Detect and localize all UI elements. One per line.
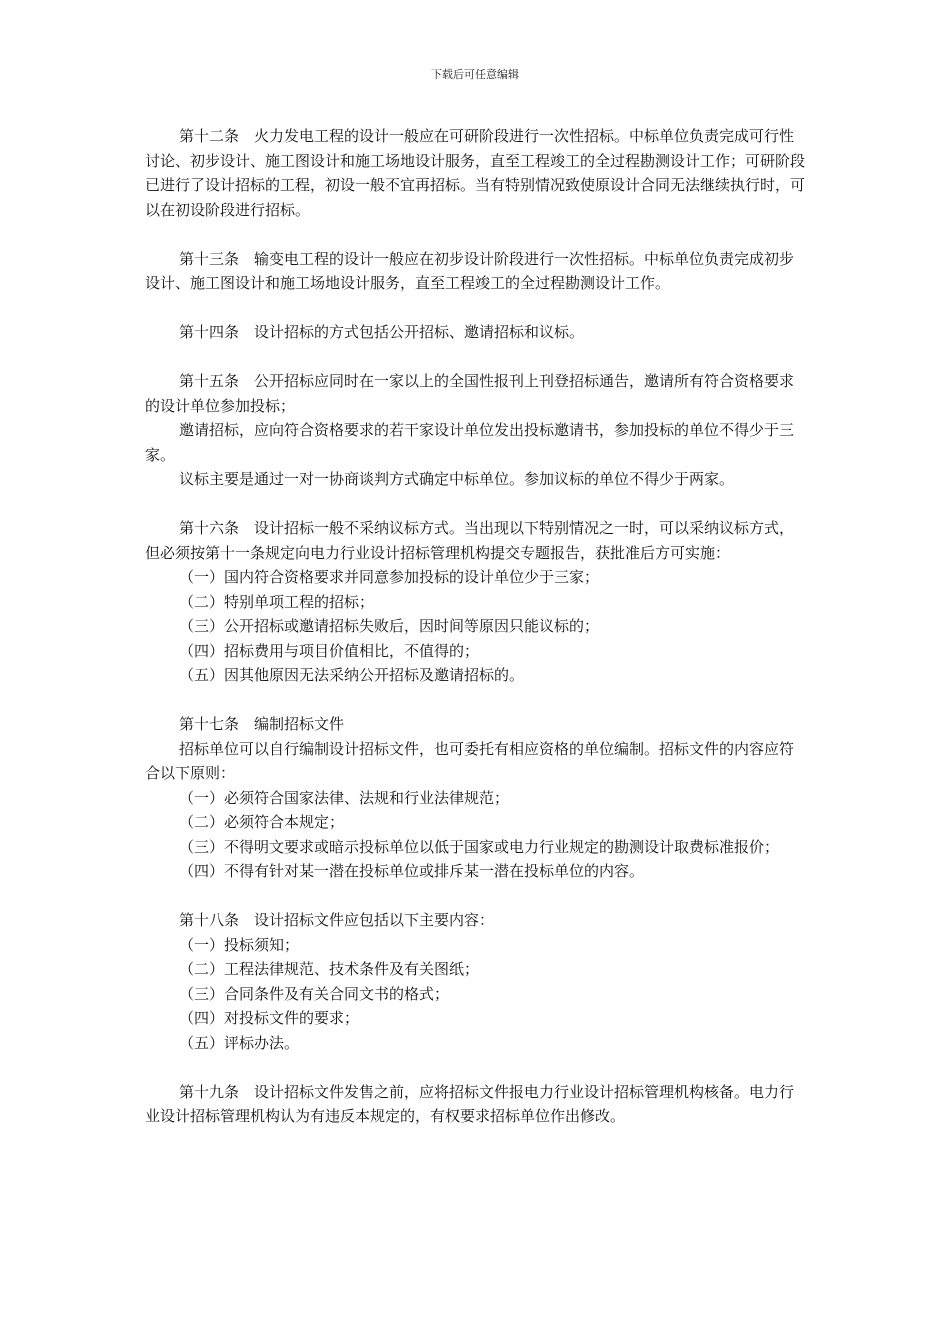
article-16-intro: 第十六条 设计招标一般不采纳议标方式。当出现以下特别情况之一时，可以采纳议标方式，但必须按第十一条规定向电力行业设计招标管理机构提交专题报告，获批准后方可实施： <box>145 519 795 562</box>
list-item: （一）必须符合国家法律、法规和行业法律规范； <box>179 788 510 807</box>
article-18 <box>145 908 805 1055</box>
list-item: （四）招标费用与项目价值相比，不值得的； <box>179 641 480 660</box>
article-17 <box>145 712 805 884</box>
article-16 <box>145 516 805 688</box>
list-item: （二）工程法律规范、技术条件及有关图纸； <box>179 960 480 978</box>
list-item: （二）特别单项工程的招标； <box>179 592 375 611</box>
list-item: （三）合同条件及有关合同文书的格式； <box>179 984 450 1003</box>
article-15-paragraph: 第十五条 公开招标应同时在一家以上的全国性报刊上刊登招标通告，邀请所有符合资格要求的设计单位参加投标； <box>145 372 795 415</box>
article-14: 第十四条 设计招标的方式包括公开招标、邀请招标和议标。 <box>179 323 585 341</box>
list-item: （五）因其他原因无法采纳公开招标及邀请招标的。 <box>179 666 525 684</box>
article-13: 第十三条 输变电工程的设计一般应在初步设计阶段进行一次性招标。中标单位负责完成初步设计、施工图设计和施工场地设计服务，直至工程竣工的全过程勘测设计工作。 <box>145 249 795 292</box>
list-item: （五）评标办法。 <box>179 1033 300 1052</box>
article-17-title: 第十七条 编制招标文件 <box>179 715 345 733</box>
list-item: （三）公开招标或邀请招标失败后，因时间等原因只能议标的； <box>179 617 600 635</box>
article-19: 第十九条 设计招标文件发售之前，应将招标文件报电力行业设计招标管理机构核备。电力行业设计招标管理机构认为有违反本规定的，有权要求招标单位作出修改。 <box>145 1082 795 1125</box>
article-12: 第十二条 火力发电工程的设计一般应在可研阶段进行一次性招标。中标单位负责完成可行性讨论、初步设计、施工图设计和施工场地设计服务，直至工程竣工的全过程勘测设计工作；可研阶段已进行了设计招标的工程，初设一般不宜再招标。当有特别情况致使原设计合同无法继续执行时，可以在初设阶段进行招标。 <box>145 127 806 219</box>
article-18-intro: 第十八条 设计招标文件应包括以下主要内容： <box>179 911 495 929</box>
article-15 <box>145 369 805 492</box>
list-item: （四）不得有针对某一潜在投标单位或排斥某一潜在投标单位的内容。 <box>179 862 645 880</box>
article-15-paragraph: 议标主要是通过一对一协商谈判方式确定中标单位。参加议标的单位不得少于两家。 <box>179 470 735 488</box>
article-17-intro: 招标单位可以自行编制设计招标文件，也可委托有相应资格的单位编制。招标文件的内容应符合以下原则： <box>145 739 795 782</box>
page-header: 下载后可任意编辑 <box>431 68 519 81</box>
list-item: （二）必须符合本规定； <box>179 813 345 831</box>
document-body <box>145 124 805 1153</box>
list-item: （四）对投标文件的要求； <box>179 1009 360 1027</box>
list-item: （一）投标须知； <box>179 935 300 954</box>
list-item: （三）不得明文要求或暗示投标单位以低于国家或电力行业规定的勘测设计取费标准报价； <box>179 837 780 856</box>
list-item: （一）国内符合资格要求并同意参加投标的设计单位少于三家； <box>179 568 600 586</box>
article-15-paragraph: 邀请招标，应向符合资格要求的若干家设计单位发出投标邀请书，参加投标的单位不得少于三家。 <box>145 421 795 464</box>
